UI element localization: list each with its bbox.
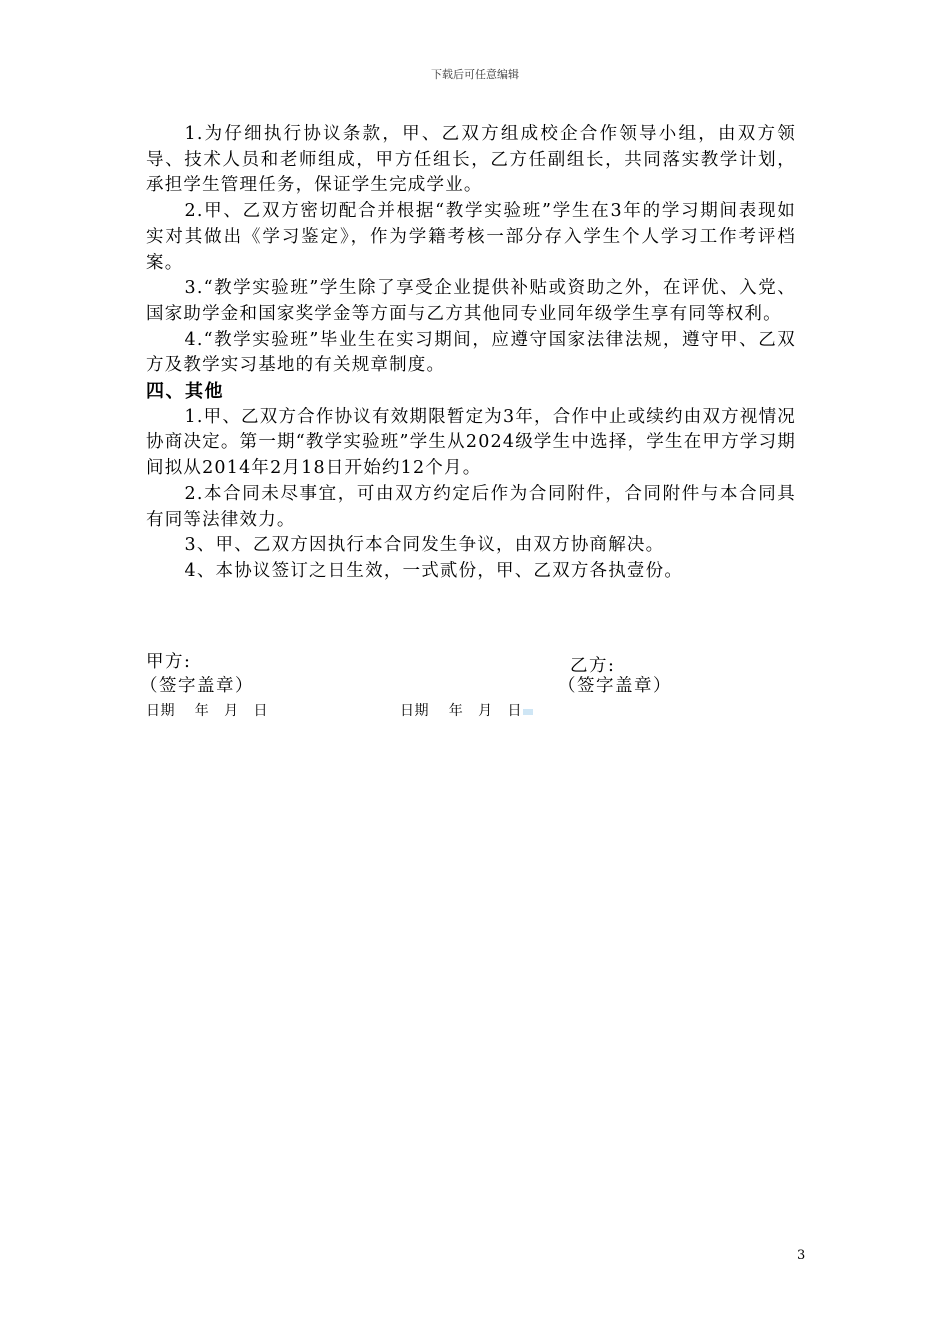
party-b-seal: （签字盖章） — [558, 676, 672, 696]
clause-paragraph-3: 3.“教学实验班”学生除了享受企业提供补贴或资助之外，在评优、入党、国家助学金和国家奖学金等方面与乙方其他同专业同年级学生享有同等权利。 — [146, 278, 796, 324]
party-b-label: 乙方: — [570, 656, 616, 676]
clause-paragraph-4: 4.“教学实验班”毕业生在实习期间，应遵守国家法律法规，遵守甲、乙双方及教学实习基地的有关规章制度。 — [146, 329, 796, 376]
other-paragraph-1: 1.甲、乙双方合作协议有效期限暂定为3年，合作中止或续约由双方视情况协商决定。第一期“教学实验班”学生从2024级学生中选择，学生在甲方学习期间拟从2014年2月18日开始约12个月。 — [146, 406, 796, 479]
party-a-label: 甲方: — [146, 652, 192, 672]
page-number: 3 — [797, 1248, 806, 1263]
signature-block — [140, 648, 796, 728]
clause-paragraph-1: 1.为仔细执行协议条款，甲、乙双方组成校企合作领导小组，由双方领导、技术人员和老师组成，甲方任组长，乙方任副组长，共同落实教学计划，承担学生管理任务，保证学生完成学业。 — [146, 124, 796, 196]
document-body — [146, 122, 796, 585]
other-paragraph-3: 3、甲、乙双方因执行本合同发生争议，由双方协商解决。 — [184, 535, 665, 556]
party-a-seal: （签字盖章） — [140, 676, 254, 696]
clause-paragraph-2: 2.甲、乙双方密切配合并根据“教学实验班”学生在3年的学习期间表现如实对其做出《学习鉴定》，作为学籍考核一部分存入学生个人学习工作考评档案。 — [146, 201, 796, 273]
party-b-date-wrap — [400, 700, 533, 720]
section-title-other: 四、其他 — [146, 381, 224, 403]
page-header: 下载后可任意编辑 — [431, 68, 519, 81]
other-paragraph-2: 2.本合同未尽事宜，可由双方约定后作为合同附件，合同附件与本合同具有同等法律效力。 — [146, 483, 796, 530]
text-cursor-marker — [523, 709, 533, 715]
party-b-date: 日期 年 月 日 — [400, 703, 523, 719]
other-paragraph-4: 4、本协议签订之日生效，一式贰份，甲、乙双方各执壹份。 — [184, 560, 684, 581]
party-a-date: 日期 年 月 日 — [146, 703, 269, 719]
